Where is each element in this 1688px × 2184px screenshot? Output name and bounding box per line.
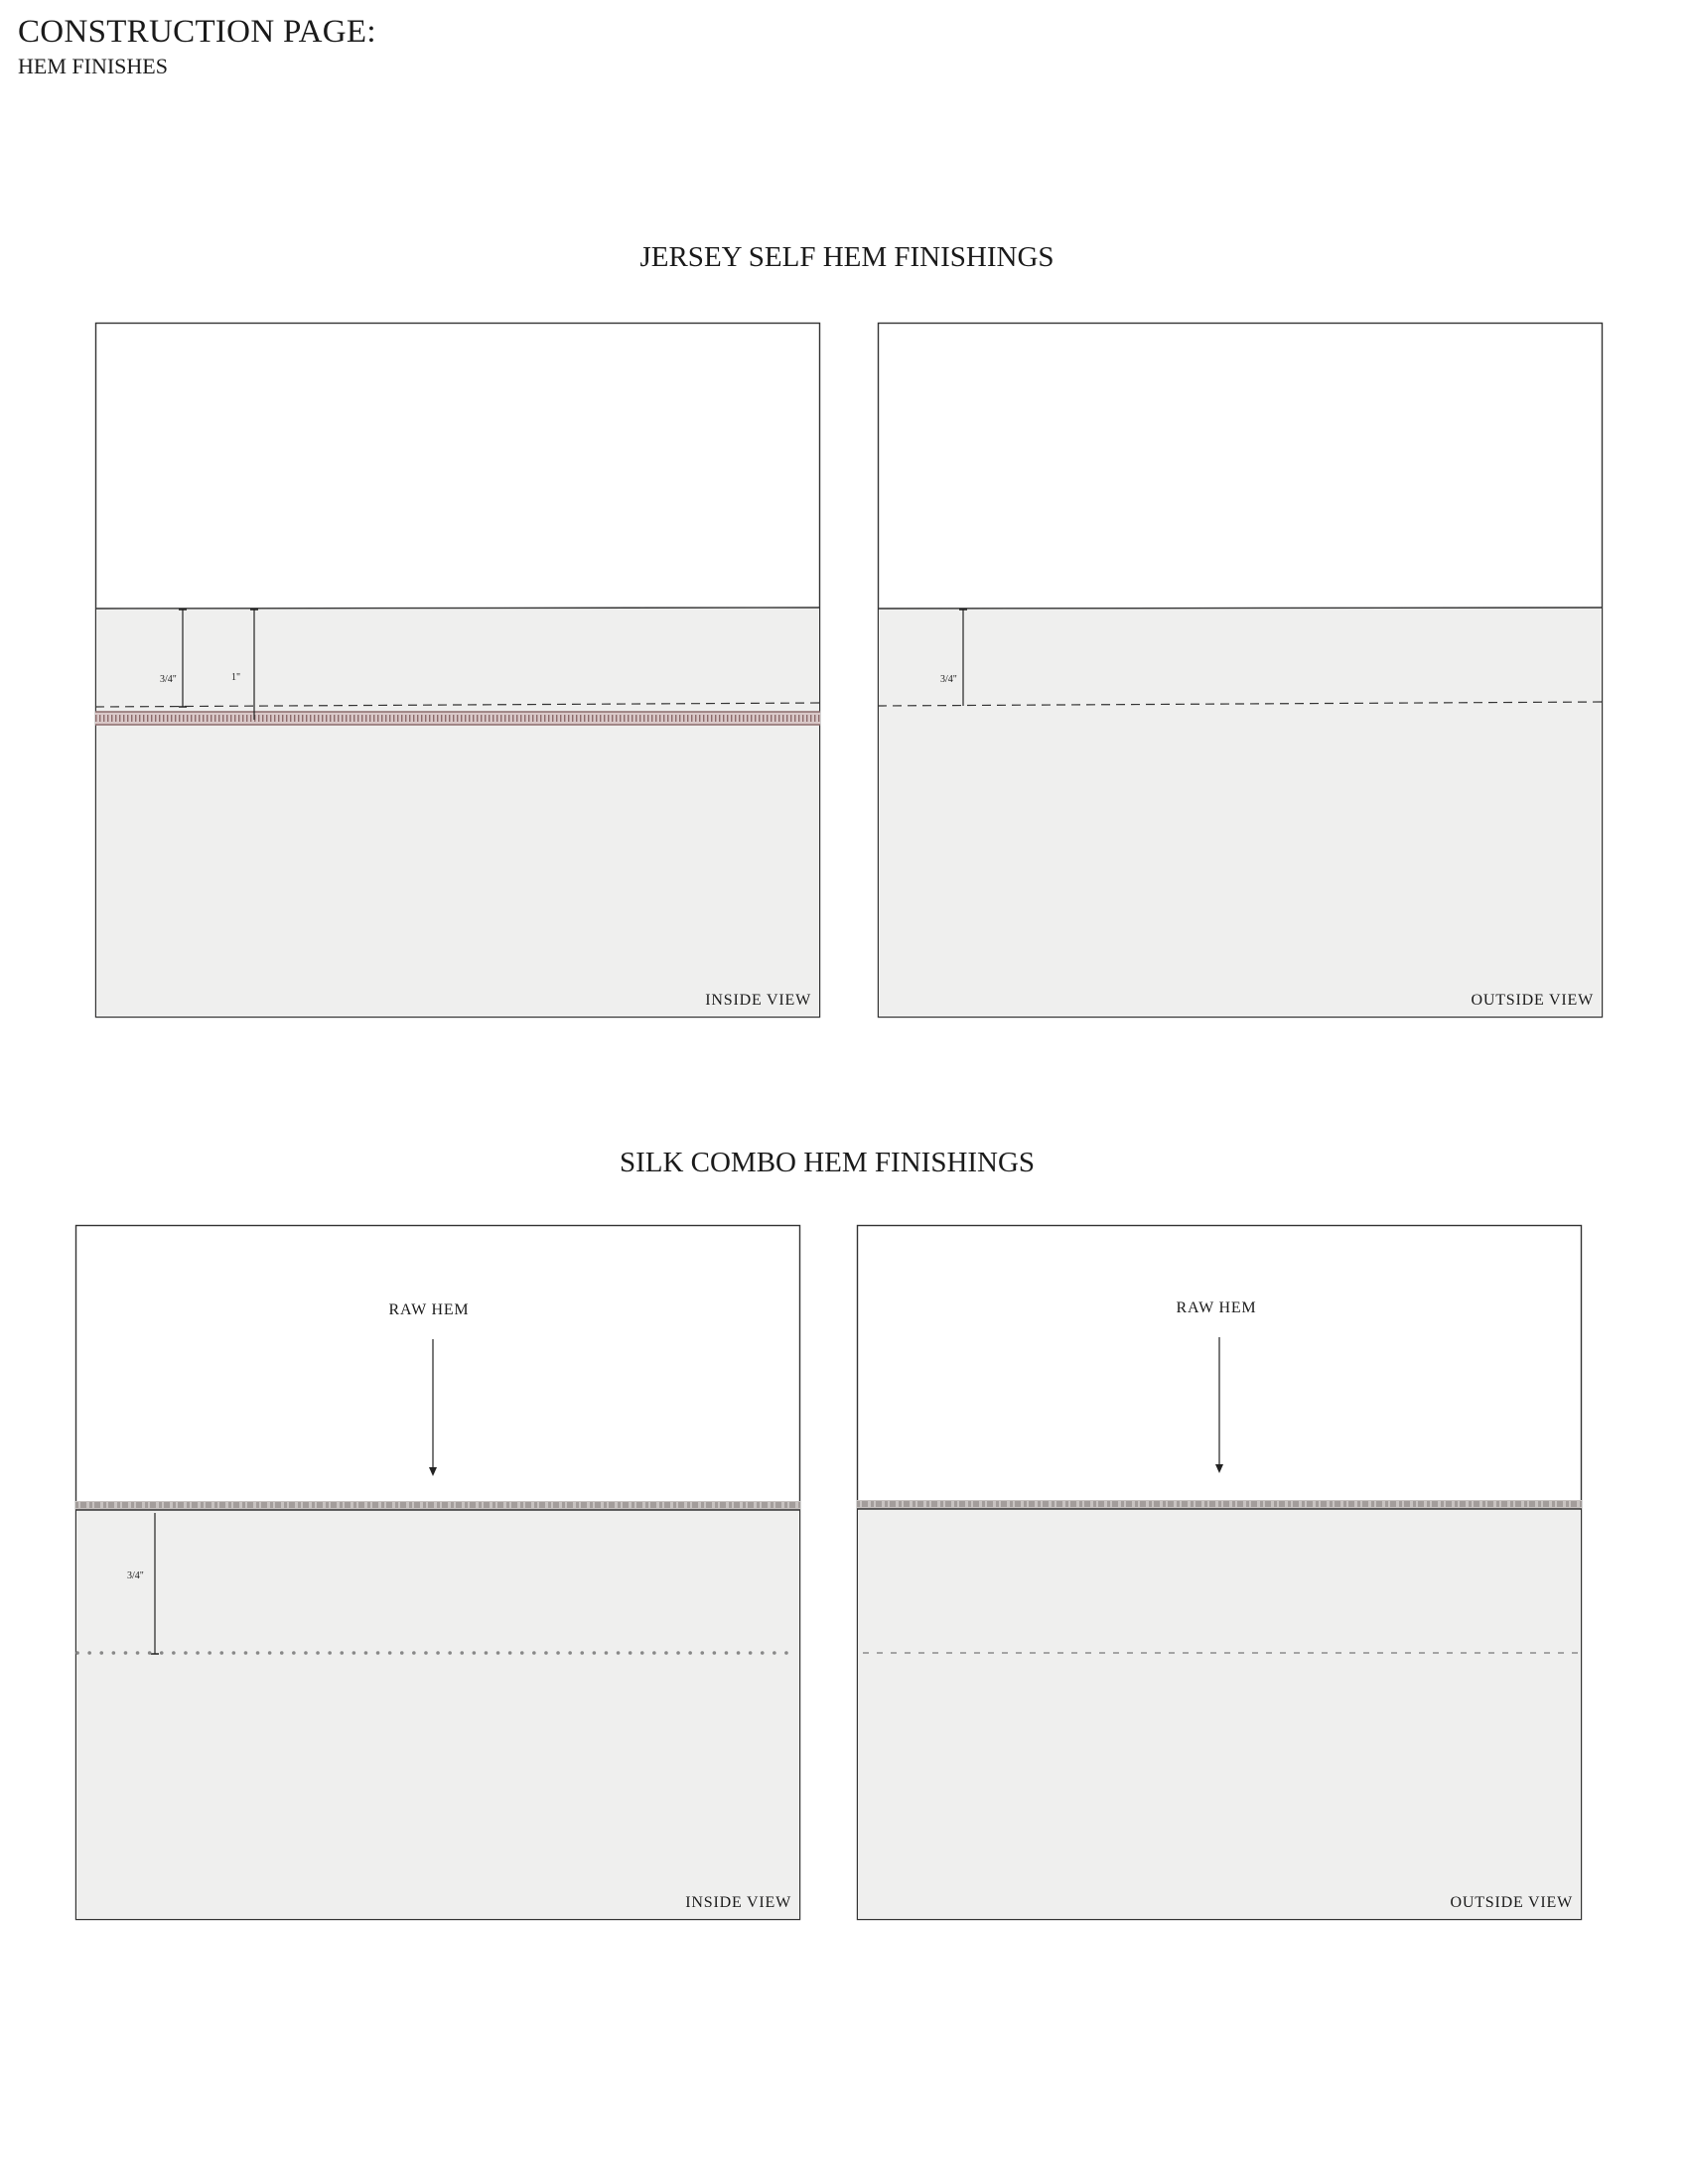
page-subtitle: HEM FINISHES bbox=[18, 54, 168, 78]
view-label: INSIDE VIEW bbox=[685, 1894, 791, 1911]
measurement-label: 3/4" bbox=[160, 674, 177, 685]
silk-inside-view-panel bbox=[75, 1225, 800, 1920]
measurement-label: 3/4" bbox=[127, 1570, 144, 1581]
measurement-label: 1" bbox=[231, 672, 241, 683]
raw-edge bbox=[857, 1500, 1582, 1509]
overlock-stitch bbox=[95, 712, 820, 725]
fold-line bbox=[878, 608, 1603, 609]
fabric-hem-area bbox=[76, 1510, 799, 1919]
jersey-inside-view-panel bbox=[95, 323, 820, 1018]
fabric-hem-area bbox=[858, 1510, 1581, 1919]
raw-hem-callout: RAW HEM bbox=[388, 1301, 470, 1318]
silk-inside-view-drawing bbox=[75, 1225, 800, 1920]
fold-line bbox=[95, 608, 820, 609]
page-title: CONSTRUCTION PAGE: bbox=[18, 14, 376, 50]
silk-outside-view-drawing bbox=[857, 1225, 1582, 1920]
fabric-hem-area bbox=[96, 608, 819, 1017]
view-label: OUTSIDE VIEW bbox=[1450, 1894, 1573, 1911]
view-label: OUTSIDE VIEW bbox=[1471, 992, 1594, 1009]
jersey-outside-view-panel bbox=[878, 323, 1603, 1018]
fabric-hem-area bbox=[879, 608, 1602, 1017]
jersey-inside-view-drawing bbox=[95, 323, 820, 1018]
view-label: INSIDE VIEW bbox=[705, 992, 811, 1009]
silk-outside-view-panel bbox=[857, 1225, 1582, 1920]
jersey-outside-view-drawing bbox=[878, 323, 1603, 1018]
section-title-silk: SILK COMBO HEM FINISHINGS bbox=[619, 1147, 1036, 1178]
raw-edge bbox=[75, 1501, 800, 1510]
section-title-jersey: JERSEY SELF HEM FINISHINGS bbox=[639, 241, 1055, 273]
measurement-label: 3/4" bbox=[940, 674, 957, 685]
raw-hem-callout: RAW HEM bbox=[1176, 1299, 1257, 1316]
